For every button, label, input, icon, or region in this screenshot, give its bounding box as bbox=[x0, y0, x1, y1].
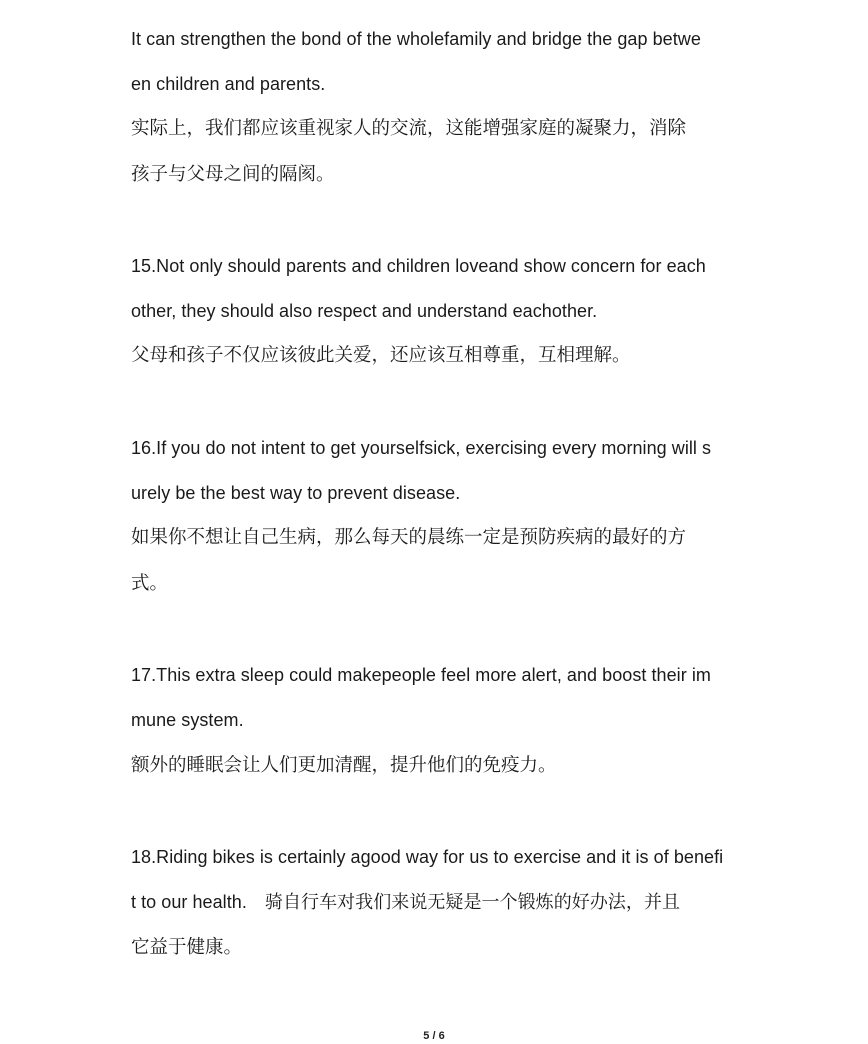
text-line: urely be the best way to prevent disease. bbox=[131, 483, 461, 503]
text-line: t to our health. 骑自行车对我们来说无疑是一个锻炼的好办法，并且 bbox=[131, 892, 681, 912]
text-line: en children and parents. bbox=[131, 74, 326, 94]
text-line: 17.This extra sleep could makepeople feel more alert, and boost their im bbox=[131, 665, 711, 685]
text-line: It can strengthen the bond of the wholefamily and bridge the gap betwe bbox=[131, 29, 701, 49]
text-line: 它益于健康。 bbox=[131, 937, 243, 958]
text-line: 15.Not only should parents and children loveand show concern for each bbox=[131, 256, 706, 276]
text-line: other, they should also respect and understand eachother. bbox=[131, 301, 598, 321]
text-line: 如果你不想让自己生病，那么每天的晨练一定是预防疾病的最好的方 bbox=[131, 527, 687, 548]
text-line: 额外的睡眠会让人们更加清醒，提升他们的免疫力。 bbox=[131, 755, 557, 776]
text-line: 孩子与父母之间的隔阂。 bbox=[131, 164, 335, 185]
text-line: 16.If you do not intent to get yourselfsick, exercising every morning will s bbox=[131, 438, 712, 458]
text-line: 18.Riding bikes is certainly agood way for us to exercise and it is of benefi bbox=[131, 847, 724, 867]
text-line: 父母和孩子不仅应该彼此关爱，还应该互相尊重，互相理解。 bbox=[131, 345, 631, 366]
text-line: 式。 bbox=[131, 573, 169, 594]
text-line: 实际上，我们都应该重视家人的交流，这能增强家庭的凝聚力，消除 bbox=[131, 118, 687, 139]
page-number: 5 / 6 bbox=[423, 1030, 445, 1042]
text-line: mune system. bbox=[131, 710, 244, 730]
